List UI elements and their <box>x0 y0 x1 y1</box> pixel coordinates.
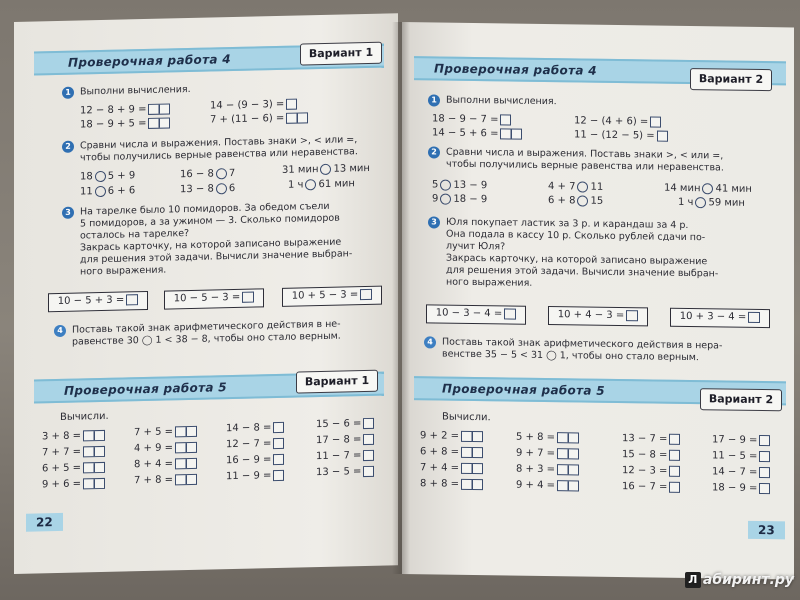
labirint-logo-icon: Л <box>685 572 701 588</box>
calc-item: 13 − 7 = <box>622 431 680 448</box>
calc-item: 6 + 5 = <box>42 460 105 477</box>
task2-text-right: Сравни числа и выражения. Поставь знаки >, < или =, чтобы получились верные равенства или неравенства. <box>446 146 724 174</box>
calc-item: 12 − 3 = <box>622 463 680 480</box>
work5-title-right: Проверочная работа 5 <box>442 381 605 398</box>
task2-text-left: Сравни числа и выражения. Поставь знаки >, < или =, чтобы получились верные равенства или неравенства. <box>80 134 358 164</box>
work5-variant-left: Вариант 1 <box>296 370 378 394</box>
page-number-left: 22 <box>26 513 63 532</box>
expr-item: 12 − 8 + 9 = <box>80 102 170 117</box>
answer-box[interactable] <box>759 450 770 461</box>
answer-box[interactable] <box>363 417 374 428</box>
answer-box[interactable] <box>669 449 680 460</box>
calc-item: 11 − 7 = <box>316 448 374 465</box>
answer-box[interactable] <box>557 464 579 475</box>
task3-right <box>428 216 718 292</box>
work5-prompt-left: Вычисли. <box>60 410 109 423</box>
work5-title-left: Проверочная работа 5 <box>64 380 227 398</box>
watermark-text: абиринт.ру <box>702 572 794 588</box>
task1-text-left: Выполни вычисления. <box>80 83 191 98</box>
answer-box[interactable] <box>461 462 483 473</box>
calc-item: 15 − 8 = <box>622 447 680 464</box>
task-number-3: 3 <box>62 207 74 219</box>
compare-item: 6 + 8 15 <box>548 195 604 207</box>
task2-right <box>428 146 724 174</box>
answer-box[interactable] <box>273 421 284 432</box>
expr-item: 7 + (11 − 6) = <box>210 111 308 126</box>
compare-item: 13 − 8 6 <box>180 182 236 196</box>
compare-item: 16 − 8 7 <box>180 167 236 181</box>
calc-item: 16 − 9 = <box>226 452 284 469</box>
work4-variant-left: Вариант 1 <box>300 42 382 66</box>
compare-item: 31 мин 13 мин <box>282 162 370 176</box>
task4-right <box>424 336 722 364</box>
answer-box[interactable] <box>83 461 105 472</box>
task1-left <box>62 84 191 99</box>
work4-banner-right <box>414 56 786 85</box>
choice-card[interactable]: 10 + 4 − 3 = <box>548 306 648 326</box>
compare-circle[interactable] <box>577 181 588 192</box>
answer-box[interactable] <box>461 446 483 457</box>
answer-box[interactable] <box>759 434 770 445</box>
calc-column <box>420 428 483 493</box>
answer-box[interactable] <box>363 449 374 460</box>
task-number-1: 1 <box>428 94 440 106</box>
work4-title-left: Проверочная работа 4 <box>68 52 231 70</box>
answer-box[interactable] <box>504 308 516 319</box>
compare-circle[interactable] <box>305 179 316 190</box>
task4-text-right: Поставь такой знак арифметического действия в нера- венстве 35 − 5 < 31 ◯ 1, чтобы оно стало верным. <box>442 336 723 364</box>
compare-item: 11 6 + 6 <box>80 185 136 198</box>
answer-box[interactable] <box>363 465 374 476</box>
answer-box[interactable] <box>759 466 770 477</box>
compare-item: 4 + 7 11 <box>548 181 604 193</box>
task-number-2: 2 <box>428 146 440 158</box>
answer-box[interactable] <box>286 98 297 109</box>
right-page <box>402 22 794 579</box>
answer-box[interactable] <box>83 429 105 440</box>
book-gutter <box>392 22 410 574</box>
task-number-3: 3 <box>428 216 440 228</box>
expr-item: 12 − (4 + 6) = <box>574 114 661 128</box>
calc-item: 12 − 7 = <box>226 436 284 453</box>
work4-variant-right: Вариант 2 <box>690 68 772 91</box>
task2-left <box>62 134 358 165</box>
calc-item: 13 − 5 = <box>316 464 374 481</box>
answer-box[interactable] <box>500 128 522 139</box>
calc-item: 11 − 9 = <box>226 468 284 485</box>
calc-column <box>516 430 579 495</box>
calc-column <box>134 424 197 489</box>
task-number-1: 1 <box>62 87 74 99</box>
answer-box[interactable] <box>273 437 284 448</box>
calc-item: 17 − 9 = <box>712 432 770 449</box>
task3-left <box>62 200 352 279</box>
answer-box[interactable] <box>748 311 760 322</box>
task-number-2: 2 <box>62 141 74 153</box>
calc-column <box>226 420 284 485</box>
expr-item: 14 − (9 − 3) = <box>210 98 297 113</box>
calc-item: 4 + 9 = <box>134 440 197 457</box>
open-workbook <box>14 22 794 574</box>
calc-item: 11 − 5 = <box>712 448 770 465</box>
compare-item: 18 5 + 9 <box>80 170 136 183</box>
calc-item: 5 + 8 = <box>516 430 579 447</box>
compare-circle[interactable] <box>320 163 331 174</box>
answer-box[interactable] <box>669 481 680 492</box>
calc-column <box>42 428 105 493</box>
answer-box[interactable] <box>657 130 668 141</box>
answer-box[interactable] <box>242 291 254 302</box>
compare-circle[interactable] <box>577 195 588 206</box>
compare-circle[interactable] <box>216 183 227 194</box>
work5-variant-right: Вариант 2 <box>700 388 782 411</box>
choice-card[interactable]: 10 − 5 − 3 = <box>164 288 264 309</box>
calc-item: 8 + 4 = <box>134 456 197 473</box>
compare-circle[interactable] <box>95 170 106 181</box>
task1-text-right: Выполни вычисления. <box>446 94 557 108</box>
answer-box[interactable] <box>626 310 638 321</box>
calc-item: 7 + 8 = <box>134 472 197 489</box>
compare-item: 1 ч 59 мин <box>678 196 745 209</box>
calc-item: 7 + 4 = <box>420 460 483 477</box>
expr-item: 14 − 5 + 6 = <box>432 126 522 140</box>
answer-box[interactable] <box>126 294 138 305</box>
task4-left <box>54 319 341 350</box>
answer-box[interactable] <box>360 288 372 299</box>
answer-box[interactable] <box>759 482 770 493</box>
compare-circle[interactable] <box>440 193 451 204</box>
work5-prompt-right: Вычисли. <box>442 411 491 424</box>
answer-box[interactable] <box>650 116 661 127</box>
answer-box[interactable] <box>175 425 197 436</box>
calc-item: 7 + 5 = <box>134 424 197 441</box>
calc-item: 8 + 8 = <box>420 476 483 493</box>
compare-item: 9 18 − 9 <box>432 193 488 206</box>
answer-box[interactable] <box>557 480 579 491</box>
calc-item: 7 + 7 = <box>42 444 105 461</box>
answer-box[interactable] <box>148 103 170 114</box>
answer-box[interactable] <box>175 441 197 452</box>
compare-circle[interactable] <box>440 179 451 190</box>
calc-column <box>712 432 770 497</box>
calc-item: 8 + 3 = <box>516 462 579 479</box>
task1-right <box>428 94 557 108</box>
choice-card[interactable]: 10 − 5 + 3 = <box>48 291 148 312</box>
calc-item: 9 + 7 = <box>516 446 579 463</box>
answer-box[interactable] <box>557 448 579 459</box>
answer-box[interactable] <box>669 433 680 444</box>
compare-item: 5 13 − 9 <box>432 179 488 192</box>
page-number-right: 23 <box>748 521 785 540</box>
expr-item: 18 − 9 + 5 = <box>80 116 170 131</box>
answer-box[interactable] <box>669 465 680 476</box>
work5-banner-right <box>414 376 786 405</box>
calc-item: 6 + 8 = <box>420 444 483 461</box>
task4-text-left: Поставь такой знак арифметического действия в не- равенстве 30 ◯ 1 < 38 − 8, чтобы оно стало верным. <box>72 318 341 348</box>
answer-box[interactable] <box>175 457 197 468</box>
answer-box[interactable] <box>500 114 511 125</box>
task-number-4-star: 4 <box>54 325 66 337</box>
task3-text-left: На тарелке было 10 помидоров. За обедом съели 5 помидоров, а за ужином — 3. Сколько помидоров осталось на тарелке? Закрась карточку, на которой записано выражение для решения этой задачи. Вычисли значение выбран- ного выражения. <box>80 200 353 278</box>
calc-item: 17 − 8 = <box>316 432 374 449</box>
compare-item: 1 ч 61 мин <box>288 178 355 191</box>
calc-item: 14 − 7 = <box>712 464 770 481</box>
answer-box[interactable] <box>83 477 105 488</box>
choice-card[interactable]: 10 + 3 − 4 = <box>670 308 770 328</box>
calc-item: 18 − 9 = <box>712 480 770 497</box>
answer-box[interactable] <box>175 473 197 484</box>
answer-box[interactable] <box>363 433 374 444</box>
answer-box[interactable] <box>461 430 483 441</box>
calc-item: 9 + 6 = <box>42 476 105 493</box>
answer-box[interactable] <box>273 469 284 480</box>
answer-box[interactable] <box>273 453 284 464</box>
calc-item: 15 − 6 = <box>316 416 374 433</box>
expr-item: 11 − (12 − 5) = <box>574 128 668 142</box>
task3-text-right: Юля покупает ластик за 3 р. и карандаш за 4 р. Она подала в кассу 10 р. Сколько рублей сдачи по- лучит Юля? Закрась карточку, на которой записано выражение для решения этой задачи. Вычисли значение выбран- ного выражения. <box>446 216 719 289</box>
calc-item: 9 + 2 = <box>420 428 483 445</box>
expr-item: 18 − 9 − 7 = <box>432 112 511 126</box>
compare-item: 14 мин 41 мин <box>664 182 752 195</box>
compare-circle[interactable] <box>702 183 713 194</box>
answer-box[interactable] <box>148 117 170 128</box>
answer-box[interactable] <box>286 112 308 123</box>
calc-item: 3 + 8 = <box>42 428 105 445</box>
calc-item: 16 − 7 = <box>622 479 680 496</box>
compare-circle[interactable] <box>216 168 227 179</box>
answer-box[interactable] <box>557 432 579 443</box>
choice-card[interactable]: 10 + 5 − 3 = <box>282 286 382 307</box>
work4-title-right: Проверочная работа 4 <box>434 61 597 78</box>
answer-box[interactable] <box>83 445 105 456</box>
calc-item: 9 + 4 = <box>516 478 579 495</box>
answer-box[interactable] <box>461 478 483 489</box>
choice-card[interactable]: 10 − 3 − 4 = <box>426 304 526 324</box>
compare-circle[interactable] <box>695 197 706 208</box>
labirint-watermark <box>685 572 794 588</box>
work5-banner-left <box>34 372 384 404</box>
task-number-4-star: 4 <box>424 336 436 348</box>
compare-circle[interactable] <box>95 185 106 196</box>
left-page <box>14 13 398 574</box>
calc-column <box>622 431 680 496</box>
work4-banner-left <box>34 44 384 76</box>
calc-column <box>316 416 374 481</box>
calc-item: 14 − 8 = <box>226 420 284 437</box>
